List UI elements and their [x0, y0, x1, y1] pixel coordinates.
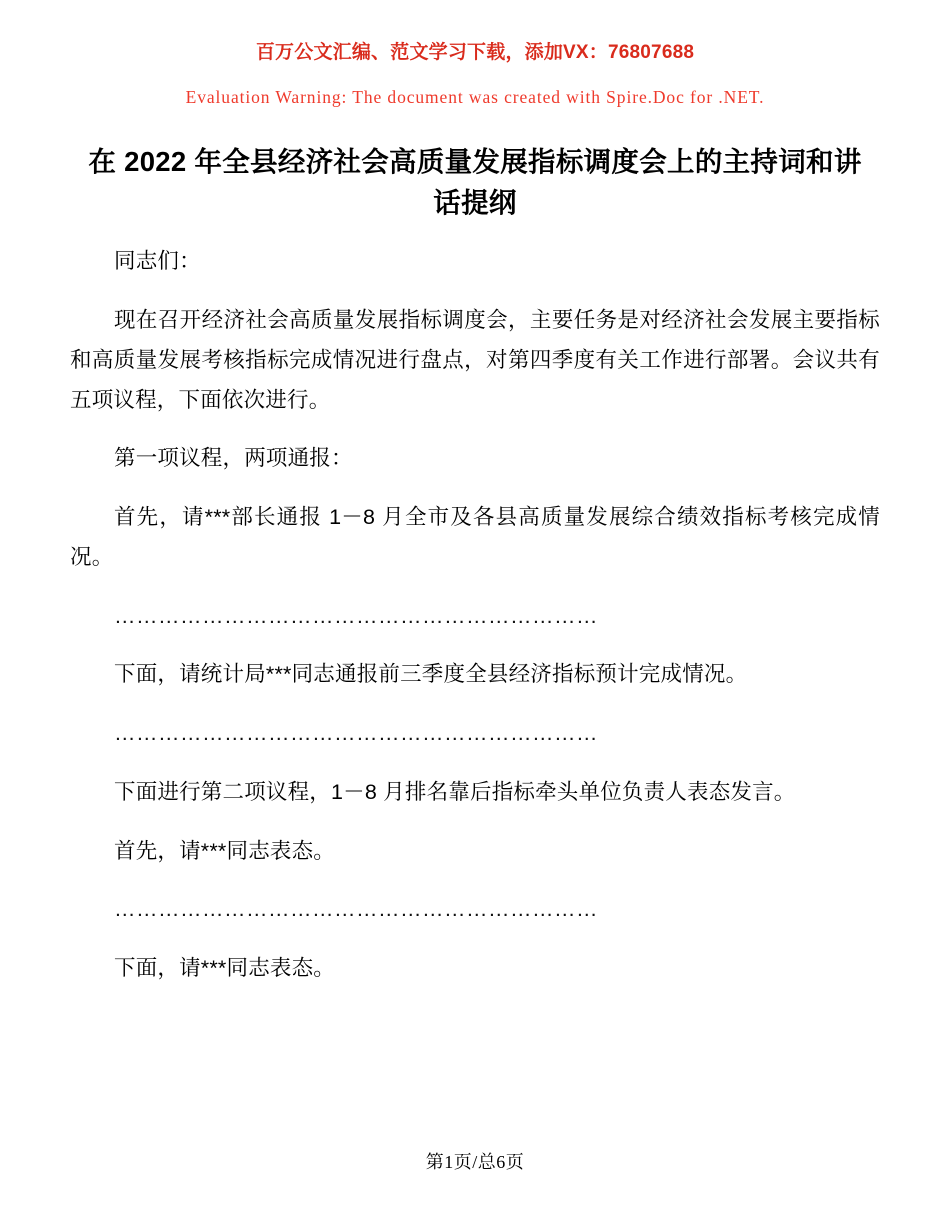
paragraph-report-statistics: 下面，请统计局***同志通报前三季度全县经济指标预计完成情况。: [114, 662, 748, 687]
paragraph-statement-first: 首先，请***同志表态。: [114, 838, 336, 863]
evaluation-warning: Evaluation Warning: The document was created with Spire.Doc for .NET.: [185, 86, 765, 107]
paragraph-agenda-one: 第一项议程，两项通报：: [114, 446, 353, 471]
dotted-separator-1: …………………………………………………………: [114, 603, 598, 628]
paragraph-agenda-two: 下面进行第二项议程，1－8 月排名靠后指标牵头单位负责人表态发言。: [114, 779, 796, 804]
paragraph-intro: 现在召开经济社会高质量发展指标调度会，主要任务是对经济社会发展主要指标和高质量发展考核指标完成情况进行盘点，对第四季度有关工作进行部署。会议共有五项议程，下面依次进行。: [70, 308, 880, 412]
paragraph-statement-next: 下面，请***同志表态。: [114, 956, 336, 981]
promo-banner: 百万公文汇编、范文学习下载，添加VX：76807688: [255, 42, 695, 63]
dotted-separator-3: …………………………………………………………: [114, 897, 598, 922]
page-title: 在 2022 年全县经济社会高质量发展指标调度会上的主持词和讲话提纲: [88, 145, 862, 219]
paragraph-salutation: 同志们：: [114, 249, 201, 274]
dotted-separator-2: …………………………………………………………: [114, 721, 598, 746]
paragraph-report-first: 首先，请***部长通报 1－8 月全市及各县高质量发展综合绩效指标考核完成情况。: [70, 505, 880, 569]
page-footer: 第1页/总6页: [425, 1152, 525, 1172]
